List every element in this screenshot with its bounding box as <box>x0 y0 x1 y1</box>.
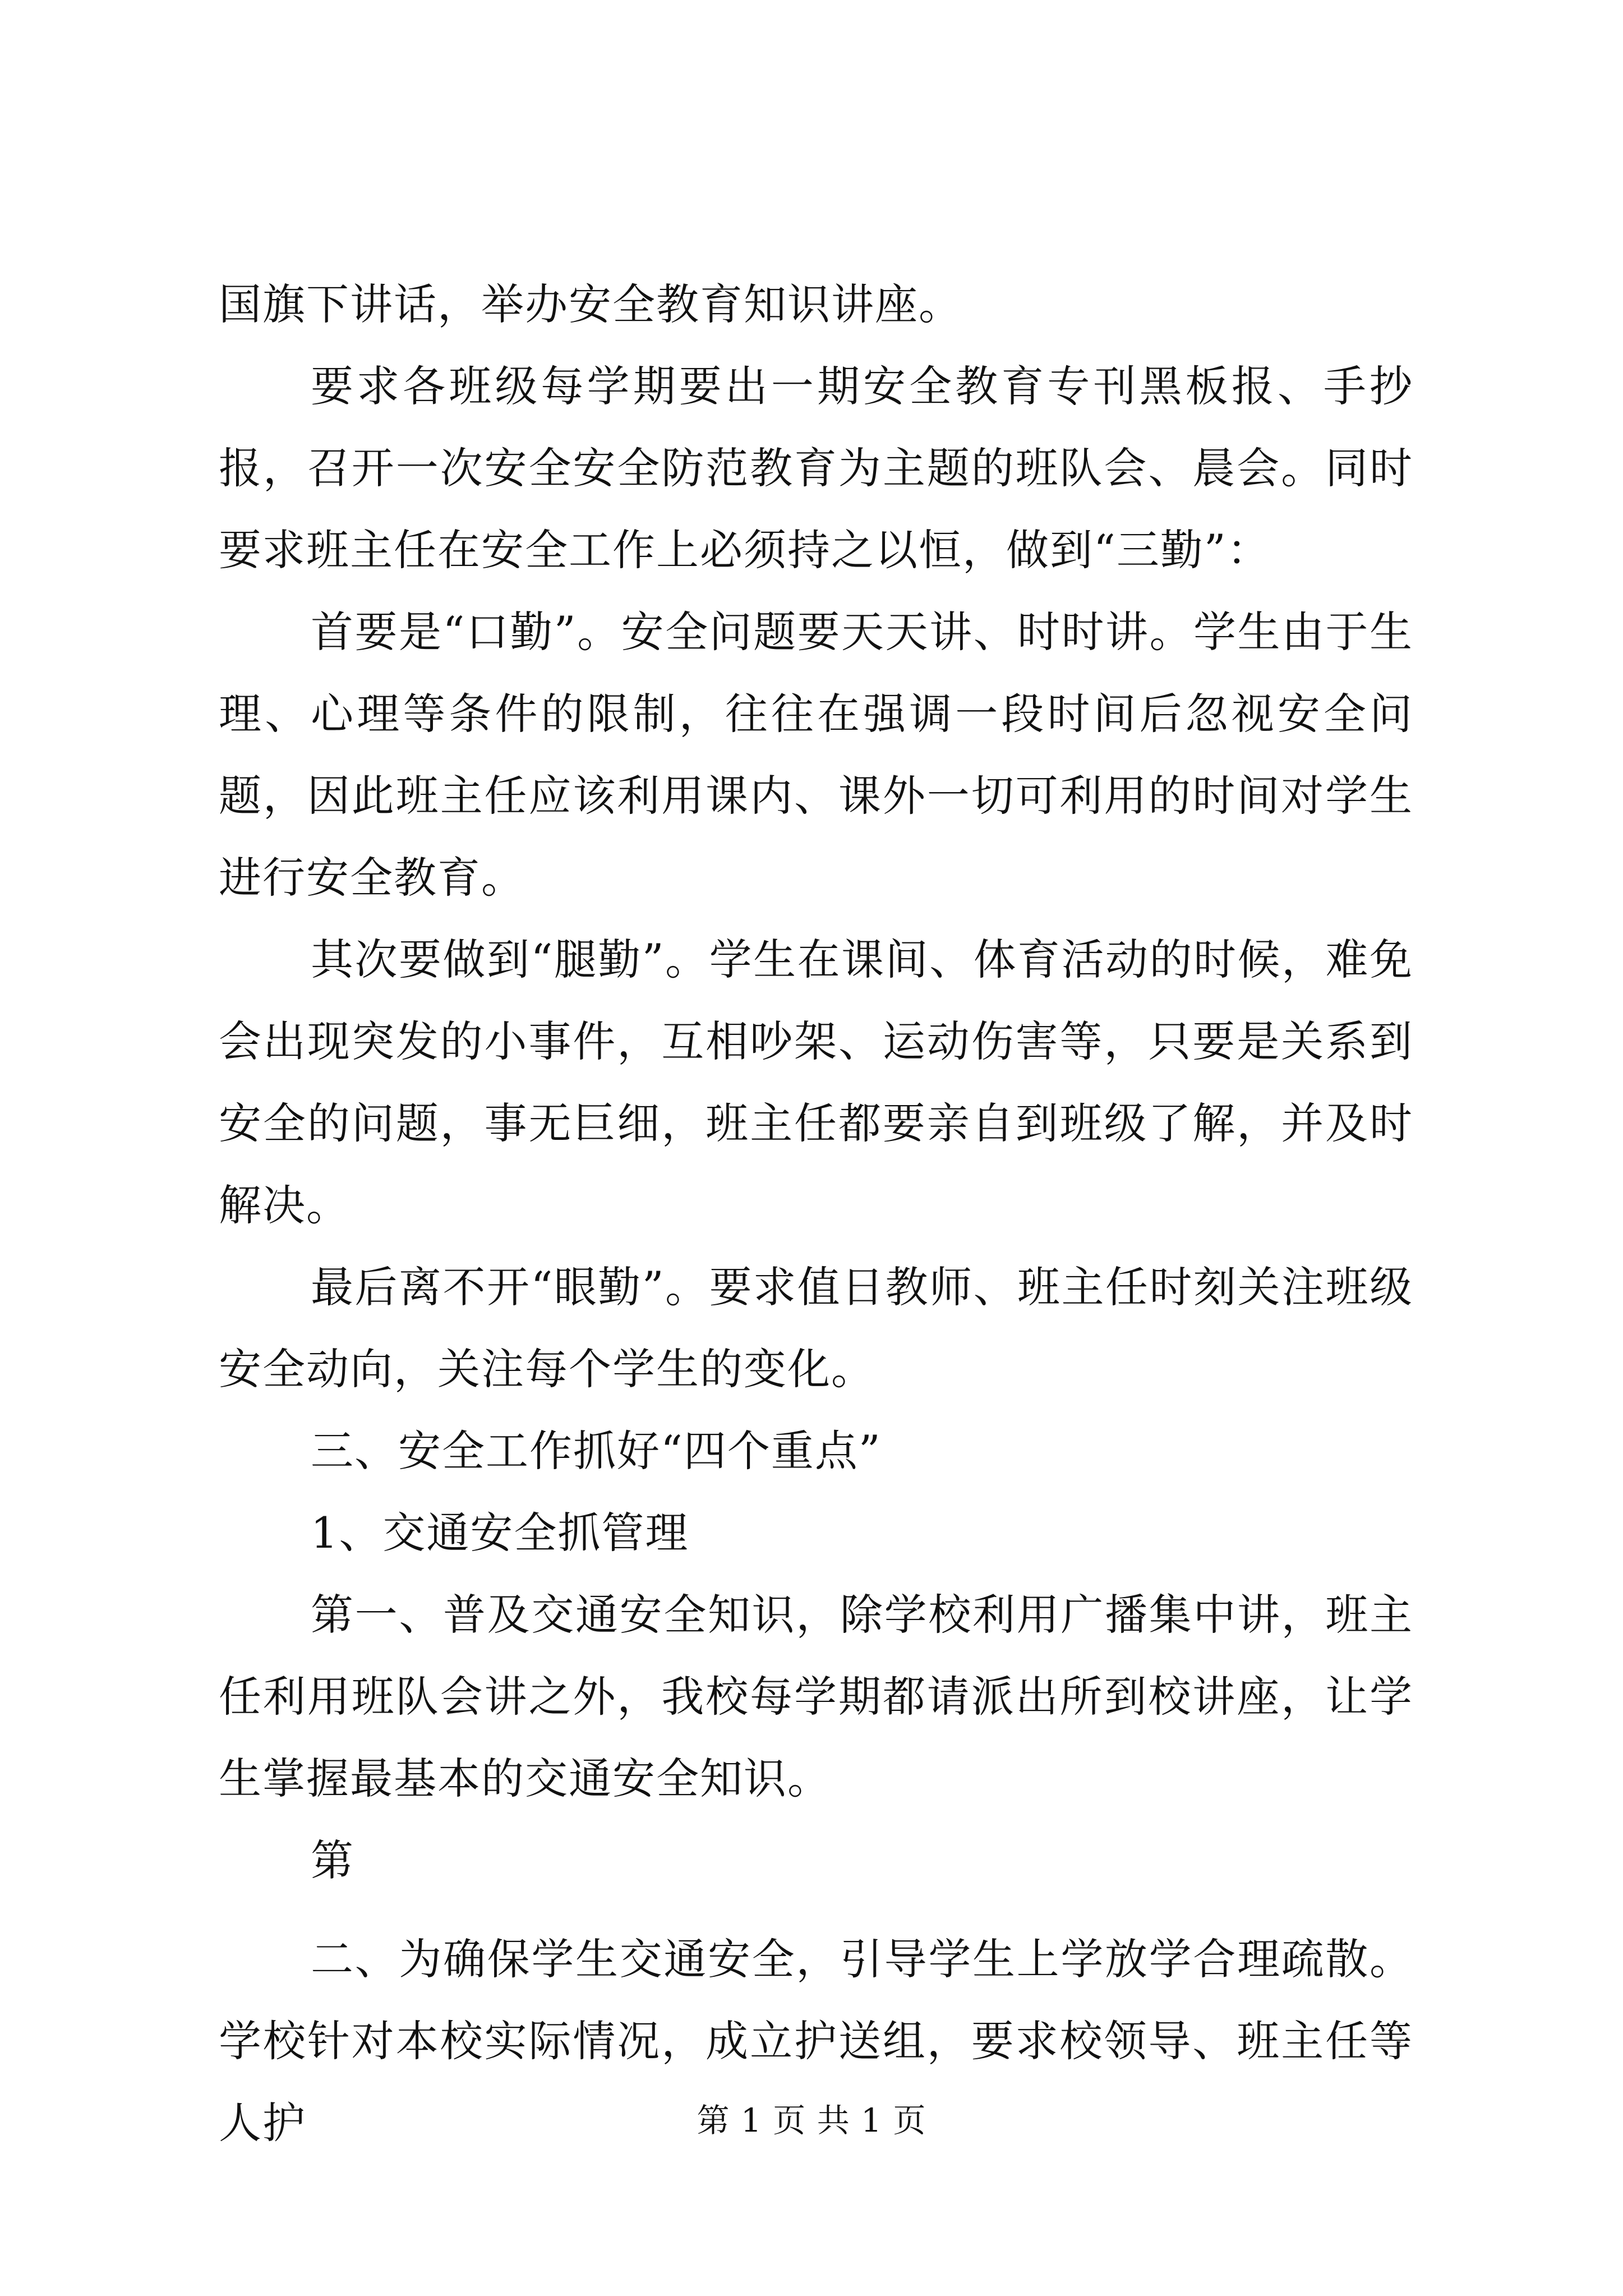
paragraph-5: 最后离不开“眼勤”。要求值日教师、班主任时刻关注班级安全动向，关注每个学生的变化。 <box>219 1262 1413 1394</box>
paragraph-7: 第 <box>311 1835 354 1885</box>
page-footer: 第 1 页 共 1 页 <box>697 2101 926 2139</box>
paragraph-4: 其次要做到“腿勤”。学生在课间、体育活动的时候，难免会出现突发的小事件，互相吵架、运动伤害等，只要是关系到安全的问题，事无巨细，班主任都要亲自到班级了解，并及时解决。 <box>219 935 1413 1230</box>
paragraph-1: 国旗下讲话，举办安全教育知识讲座。 <box>219 279 962 329</box>
paragraph-6: 第一、普及交通安全知识，除学校利用广播集中讲，班主任利用班队会讲之外，我校每学期都请派出所到校讲座，让学生掌握最基本的交通安全知识。 <box>219 1590 1413 1803</box>
paragraph-8: 二、为确保学生交通安全，引导学生上学放学合理疏散。学校针对本校实际情况，成立护送组，要求校领导、班主任等人护 <box>219 1934 1413 2148</box>
subsection-heading: 1、交通安全抓管理 <box>311 1508 689 1558</box>
document-body <box>219 264 1413 2164</box>
paragraph-3: 首要是“口勤”。安全问题要天天讲、时时讲。学生由于生理、心理等条件的限制，往往在强调一段时间后忽视安全问题，因此班主任应该利用课内、课外一切可利用的时间对学生进行安全教育。 <box>219 607 1413 903</box>
section-heading: 三、安全工作抓好“四个重点” <box>311 1426 882 1476</box>
paragraph-2: 要求各班级每学期要出一期安全教育专刊黑板报、手抄报，召开一次安全安全防范教育为主题的班队会、晨会。同时要求班主任在安全工作上必须持之以恒，做到“三勤”： <box>219 361 1413 575</box>
